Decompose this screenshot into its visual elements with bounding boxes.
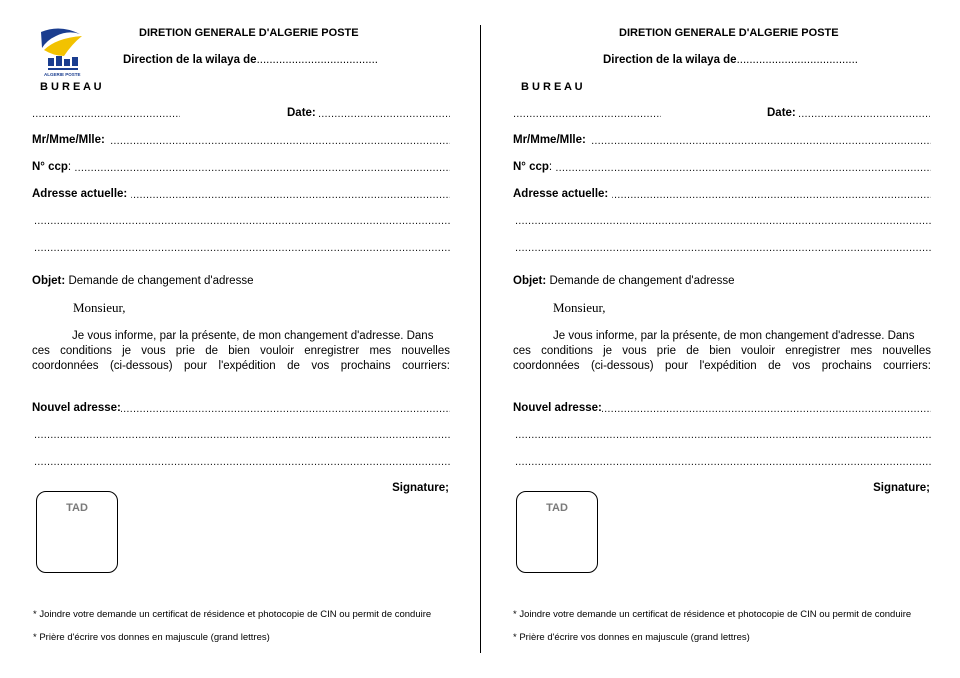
note-1: * Joindre votre demande un certificat de résidence et photocopie de CIN ou permit de conduire xyxy=(33,609,432,620)
current-address-label: Adresse actuelle: xyxy=(32,188,131,200)
ccp-label: N° ccp xyxy=(513,161,549,173)
header-title: DIRETION GENERALE D'ALGERIE POSTE xyxy=(619,27,839,39)
objet-label: Objet: xyxy=(513,275,547,287)
wilaya-label: Direction de la wilaya de xyxy=(123,54,257,66)
form-right xyxy=(481,0,960,678)
new-address-line-2[interactable] xyxy=(34,429,450,441)
bureau-label: B U R E A U xyxy=(521,81,583,93)
signature-label: Signature; xyxy=(392,482,449,494)
wilaya-dots: ...................................... xyxy=(256,54,378,66)
note-2: * Prière d'écrire vos donnes en majuscule (grand lettres) xyxy=(513,632,750,643)
address-line-3[interactable] xyxy=(515,242,931,254)
body-line-3: coordonnées (ci-dessous) pour l'expédition de vos prochains courriers: xyxy=(513,360,931,372)
wilaya-line xyxy=(123,54,378,66)
salutation: Monsieur, xyxy=(73,300,126,315)
ccp-sep: : xyxy=(67,161,72,173)
ccp-field[interactable] xyxy=(32,161,450,177)
new-address-label: Nouvel adresse: xyxy=(32,402,121,414)
body-line-2: ces conditions je vous prie de bien vouloir enregistrer mes nouvelles xyxy=(513,345,931,357)
new-address-label: Nouvel adresse: xyxy=(513,402,602,414)
objet-label: Objet: xyxy=(32,275,66,287)
signature-label: Signature; xyxy=(873,482,930,494)
new-address-line-3[interactable] xyxy=(515,456,931,468)
name-field[interactable] xyxy=(513,134,931,150)
ccp-label-wrap xyxy=(513,161,556,173)
tad-label: TAD xyxy=(546,502,568,514)
header-title: DIRETION GENERALE D'ALGERIE POSTE xyxy=(139,27,359,39)
wilaya-line xyxy=(603,54,858,66)
bureau-dots xyxy=(513,108,661,120)
name-label: Mr/Mme/Mlle: xyxy=(513,134,590,146)
date-label: Date: xyxy=(287,107,316,119)
current-address-label: Adresse actuelle: xyxy=(513,188,612,200)
note-2: * Prière d'écrire vos donnes en majuscule (grand lettres) xyxy=(33,632,270,643)
name-field[interactable] xyxy=(32,134,450,150)
objet-text: Demande de changement d'adresse xyxy=(68,275,254,287)
objet-line xyxy=(513,275,734,287)
tad-label: TAD xyxy=(66,502,88,514)
address-line-3[interactable] xyxy=(34,242,450,254)
name-label: Mr/Mme/Mlle: xyxy=(32,134,109,146)
body-line-2: ces conditions je vous prie de bien vouloir enregistrer mes nouvelles xyxy=(32,345,450,357)
address-line-2[interactable] xyxy=(515,215,931,227)
date-dots xyxy=(318,108,450,120)
wilaya-label: Direction de la wilaya de xyxy=(603,54,737,66)
new-address-line-2[interactable] xyxy=(515,429,931,441)
note-1: * Joindre votre demande un certificat de résidence et photocopie de CIN ou permit de conduire xyxy=(513,609,912,620)
ccp-label: N° ccp xyxy=(32,161,68,173)
current-address-field[interactable] xyxy=(32,188,450,204)
address-line-2[interactable] xyxy=(34,215,450,227)
ccp-sep: : xyxy=(548,161,553,173)
new-address-line-3[interactable] xyxy=(34,456,450,468)
bureau-dots xyxy=(32,108,180,120)
logo-caption: ALGERIE POSTE xyxy=(44,72,81,77)
ccp-label-wrap xyxy=(32,161,75,173)
wilaya-dots: ...................................... xyxy=(736,54,858,66)
objet-text: Demande de changement d'adresse xyxy=(549,275,735,287)
date-label: Date: xyxy=(767,107,796,119)
new-address-field[interactable] xyxy=(513,402,931,418)
body-line-1: Je vous informe, par la présente, de mon changement d'adresse. Dans xyxy=(553,330,915,342)
tad-stamp-box xyxy=(516,491,598,573)
new-address-field[interactable] xyxy=(32,402,450,418)
bureau-label: B U R E A U xyxy=(40,81,102,93)
tad-stamp-box xyxy=(36,491,118,573)
date-dots xyxy=(798,108,930,120)
body-line-1: Je vous informe, par la présente, de mon changement d'adresse. Dans xyxy=(72,330,434,342)
current-address-field[interactable] xyxy=(513,188,931,204)
objet-line xyxy=(32,275,253,287)
salutation: Monsieur, xyxy=(553,300,606,315)
ccp-field[interactable] xyxy=(513,161,931,177)
body-line-3: coordonnées (ci-dessous) pour l'expédition de vos prochains courriers: xyxy=(32,360,450,372)
